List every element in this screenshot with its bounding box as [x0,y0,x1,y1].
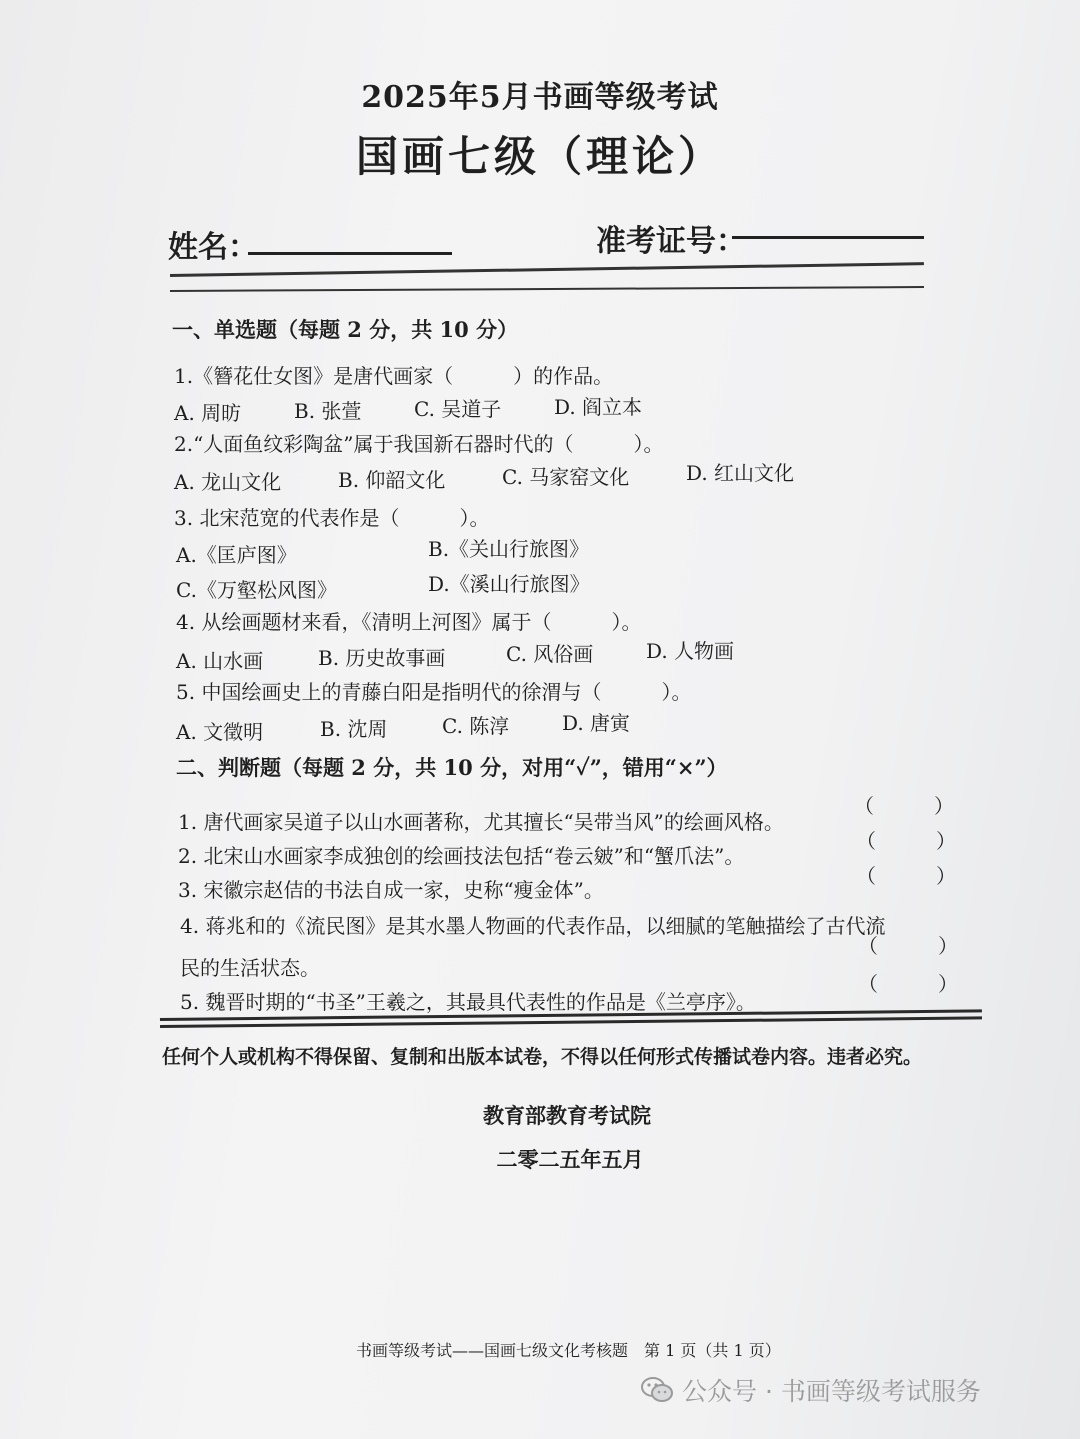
name-blank-line [248,252,452,255]
exam-subtitle: 国画七级（理论） [355,132,724,181]
question-text: 1.《簪花仕女图》是唐代画家（ ）的作品。 [174,364,614,388]
header-divider [170,262,924,277]
option: C. 马家窑文化 [502,465,630,489]
option: A.《匡庐图》 [176,543,297,567]
option: C. 风俗画 [506,642,594,666]
answer-paren: （ ） [856,864,956,888]
option: D. 阎立本 [554,395,643,419]
answer-paren: （ ） [854,794,954,818]
option: A. 山水画 [176,649,264,673]
section2-title: 二、判断题（每题 2 分，共 10 分，对用“✓”，错用“×”） [176,755,728,780]
header-divider-thin [170,286,924,292]
answer-paren: （ ） [856,829,956,853]
wechat-icon [640,1376,674,1404]
judge-question: 5. 魏晋时期的“书圣”王羲之，其最具代表性的作品是《兰亭序》。 [180,990,756,1014]
judge-question: 3. 宋徽宗赵佶的书法自成一家，史称“瘦金体”。 [178,878,604,902]
option: D.《溪山行旅图》 [428,572,590,596]
option: B. 历史故事画 [318,646,446,670]
judge-question-continued: 民的生活状态。 [180,956,320,980]
watermark [640,1372,981,1408]
judge-question: 1. 唐代画家吴道子以山水画著称，尤其擅长“吴带当风”的绘画风格。 [178,810,784,834]
option: D. 红山文化 [686,461,795,485]
exam-title: 2025年5月书画等级考试 [361,80,719,115]
option: C. 吴道子 [414,397,502,421]
question-text: 5. 中国绘画史上的青藤白阳是指明代的徐渭与（ ）。 [176,680,692,704]
option: A. 文徵明 [176,720,264,744]
option: D. 唐寅 [562,711,631,735]
page-footer: 书画等级考试——国画七级文化考核题 第 1 页（共 1 页） [356,1341,781,1360]
answer-paren: （ ） [858,972,958,996]
judge-question: 4. 蒋兆和的《流民图》是其水墨人物画的代表作品，以细腻的笔触描绘了古代流 [180,914,886,938]
question-text: 4. 从绘画题材来看，《清明上河图》属于（ ）。 [176,610,642,634]
option: B.《关山行旅图》 [428,537,590,561]
option: D. 人物画 [646,639,735,663]
option: A. 龙山文化 [174,470,282,494]
issue-date: 二零二五年五月 [496,1147,644,1172]
judge-question: 2. 北宋山水画家李成独创的绘画技法包括“卷云皴”和“蟹爪法”。 [178,844,745,868]
option: B. 张萱 [294,399,362,423]
option: A. 周昉 [174,401,242,425]
issuing-organization: 教育部教育考试院 [483,1103,651,1128]
question-text: 2.“人面鱼纹彩陶盆”属于我国新石器时代的（ ）。 [174,432,664,456]
option: C. 陈淳 [442,714,510,738]
answer-paren: （ ） [858,934,958,958]
watermark-text: 公众号 · 书画等级考试服务 [682,1377,981,1406]
option: B. 仰韶文化 [338,468,446,492]
question-text: 3. 北宋范宽的代表作是（ ）。 [174,506,490,530]
option: B. 沈周 [320,717,388,741]
option: C.《万壑松风图》 [176,578,337,602]
section1-title: 一、单选题（每题 2 分，共 10 分） [172,317,519,342]
name-label: 姓名： [168,230,258,265]
copyright-notice: 任何个人或机构不得保留、复制和出版本试卷，不得以任何形式传播试卷内容。违者必究。 [162,1046,923,1068]
exam-id-label: 准考证号： [596,224,746,259]
exam-id-blank-line [732,236,924,239]
